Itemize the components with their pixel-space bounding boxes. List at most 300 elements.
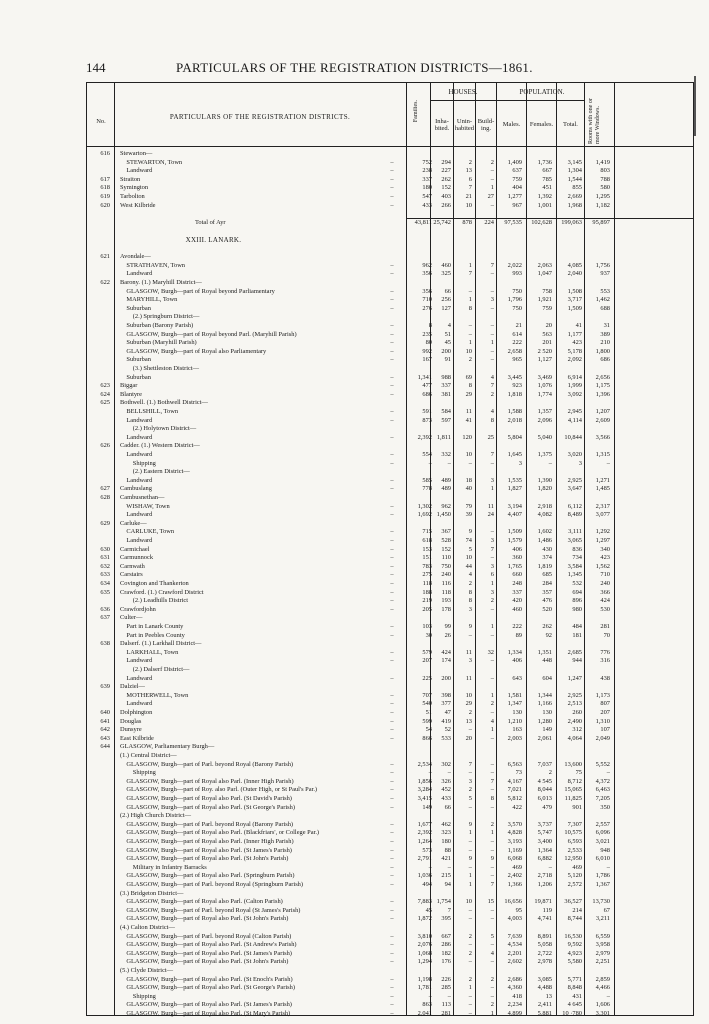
cell-unin: 10 (465, 347, 472, 355)
cell-inh: 326 (441, 777, 451, 785)
district-name: Landward (120, 476, 153, 484)
cell-fam: 1,692 (417, 511, 432, 519)
cell-unin: – (468, 838, 472, 845)
cell-f: – (548, 459, 552, 467)
cell-m: 3,193 (507, 838, 522, 845)
cell-fam: 1,677 (417, 820, 432, 828)
cell-unin: – (468, 1010, 472, 1017)
table-row (86, 434, 694, 442)
district-name: (3.) Shettleston District— (120, 365, 199, 372)
district-name: Crawfordjohn (120, 605, 156, 613)
row-dash: – (390, 571, 394, 579)
cell-m: 1,818 (507, 390, 522, 398)
cell-unin: – (468, 726, 472, 734)
cell-w: 6,559 (595, 932, 610, 940)
cell-inh: 193 (441, 597, 451, 605)
row-dash: – (390, 416, 394, 424)
cell-m: 2,022 (507, 261, 522, 269)
row-dash: – (390, 476, 394, 484)
district-name: Total of Ayr (120, 218, 226, 226)
cell-m: 643 (512, 674, 522, 682)
cell-unin: 9 (468, 855, 472, 863)
row-dash: – (390, 700, 394, 708)
cell-w: 7,205 (595, 795, 610, 802)
cell-w: 2,979 (595, 949, 610, 957)
cell-w: 240 (600, 580, 610, 587)
cell-t: 10,844 (564, 433, 582, 441)
row-dash: – (390, 1001, 394, 1009)
cell-fam: 573 (422, 846, 432, 854)
cell-unin: 29 (465, 700, 472, 708)
row-dash: – (390, 829, 394, 837)
cell-f: 785 (542, 175, 552, 183)
cell-w: 4,466 (595, 984, 610, 992)
row-dash: – (390, 760, 394, 768)
cell-m: 222 (512, 339, 522, 347)
cell-unin: – (468, 906, 472, 914)
row-dash: – (390, 906, 394, 914)
cell-unin: 2 (468, 356, 472, 364)
district-name: Carmichael (120, 545, 150, 553)
cell-inh: 489 (441, 485, 451, 493)
cell-w: 3,021 (595, 838, 610, 845)
table-row (86, 675, 694, 683)
cell-fam: 45 (425, 906, 432, 914)
cell-w: 1,367 (595, 881, 610, 888)
cell-bld: 1 (490, 623, 494, 630)
cell-f: 758 (542, 287, 552, 295)
cell-t: 13,600 (564, 760, 582, 768)
row-dash: – (390, 898, 394, 906)
cell-fam: 686 (422, 390, 432, 398)
cell-fam: 707 (422, 691, 432, 699)
district-name: (3.) Bridgeton District— (120, 889, 184, 897)
cell-unin: – (468, 330, 472, 338)
cell-f: 1,351 (537, 648, 552, 656)
cell-m: 2,402 (507, 872, 522, 880)
cell-bld: – (490, 760, 494, 768)
cell-inh: 286 (441, 941, 451, 949)
cell-w: 1,786 (595, 872, 610, 880)
cell-unin: 1 (468, 261, 472, 269)
row-dash: – (390, 296, 394, 304)
table-row (86, 296, 694, 304)
district-name: GLASGOW, Burgh—part of Royal also Parl. (Blackfriars', or College Par.) (120, 829, 320, 837)
cell-f: 451 (542, 184, 552, 192)
table-row (86, 193, 694, 201)
table-row (86, 417, 694, 425)
row-dash: – (390, 984, 394, 992)
district-name: Landward (120, 511, 153, 519)
cell-m: 923 (512, 382, 522, 390)
cell-m: 337 (512, 588, 522, 596)
cell-m: 3,194 (507, 502, 522, 510)
cell-m: 222 (512, 623, 522, 630)
cell-w: 389 (600, 330, 610, 338)
cell-w: – (606, 769, 610, 777)
row-dash: – (390, 881, 394, 888)
row-number: 633 (100, 571, 110, 579)
cell-unin: 69 (465, 373, 472, 381)
district-name: (2.) Leadhills District (120, 597, 188, 605)
cell-w: 948 (600, 846, 610, 854)
cell-bld: 5 (490, 932, 494, 940)
table-row (86, 365, 694, 373)
header-no: No. (96, 118, 106, 125)
row-number: 634 (100, 580, 110, 587)
cell-fam: 205 (422, 605, 432, 613)
row-number: 631 (100, 554, 110, 562)
district-name: West Kilbride (120, 201, 156, 209)
district-name: CARLUKE, Town (120, 528, 175, 536)
cell-m: 2,602 (507, 958, 522, 966)
row-number: 635 (100, 588, 110, 596)
row-dash: – (390, 485, 394, 493)
cell-inh: 110 (441, 554, 451, 562)
district-name: Carnwath (120, 562, 145, 570)
header-rule (496, 100, 584, 101)
cell-bld: – (490, 992, 494, 1000)
cell-fam: 591 (422, 408, 432, 415)
cell-f: 448 (542, 657, 552, 665)
table-row (86, 176, 694, 184)
cell-fam: 2,392 (417, 433, 432, 441)
cell-w: 3,301 (595, 1010, 610, 1017)
table-row (86, 382, 694, 390)
cell-bld: 7 (490, 777, 494, 785)
cell-t: 484 (572, 623, 582, 630)
cell-inh: 240 (441, 571, 451, 579)
cell-inh: 7 (447, 906, 451, 914)
district-name: Carmunnock (120, 554, 154, 562)
cell-unin: 9 (468, 528, 472, 536)
cell-m: 1,827 (507, 485, 522, 493)
cell-m: 4,534 (507, 941, 522, 949)
cell-f: 92 (545, 631, 552, 639)
row-dash: – (390, 347, 394, 355)
cell-inh: 127 (441, 304, 451, 312)
cell-bld: – (490, 347, 494, 355)
cell-m: 660 (512, 571, 522, 579)
cell-f: 1,390 (537, 476, 552, 484)
table-row (86, 356, 694, 364)
cell-bld: – (490, 863, 494, 871)
cell-t: 4 645 (567, 1001, 582, 1009)
cell-w: 1,175 (595, 382, 610, 390)
row-dash: – (390, 691, 394, 699)
cell-inh: 1,754 (436, 898, 451, 906)
district-name: GLASGOW, Burgh—part of Royal also Parl. (Calton Parish) (120, 898, 283, 906)
cell-w: 424 (600, 597, 610, 605)
cell-inh: 256 (441, 296, 451, 304)
district-name: Suburban (120, 304, 151, 312)
cell-w: 13,730 (592, 898, 610, 906)
row-dash: – (390, 726, 394, 734)
cell-t: 312 (572, 726, 582, 734)
cell-f: 1,364 (537, 846, 552, 854)
cell-m: 2,234 (507, 1001, 522, 1009)
cell-bld: 4 (490, 949, 494, 957)
cell-unin: 2 (468, 975, 472, 983)
cell-m: 4,360 (507, 984, 522, 992)
cell-bld: – (490, 674, 494, 682)
table-row (86, 485, 694, 493)
table-row (86, 847, 694, 855)
cell-m: 993 (512, 270, 522, 278)
cell-t: 6,112 (567, 502, 582, 510)
cell-fam: 54 (425, 726, 432, 734)
table-row (86, 881, 694, 889)
cell-bld: 2 (490, 975, 494, 983)
cell-f: 149 (542, 726, 552, 734)
cell-t: 1,345 (567, 571, 582, 579)
cell-t: 41 (575, 322, 582, 329)
row-dash: – (390, 390, 394, 398)
cell-m: 418 (512, 992, 522, 1000)
cell-bld: 2 (490, 158, 494, 166)
cell-unin: 74 (465, 537, 472, 544)
district-name: Carluke— (120, 519, 147, 527)
cell-t: 694 (572, 588, 582, 596)
table-row (86, 950, 694, 958)
row-number: 616 (100, 150, 110, 157)
cell-bld: – (490, 459, 494, 467)
row-dash: – (390, 734, 394, 742)
row-dash: – (390, 786, 394, 794)
cell-fam: 599 (422, 717, 432, 725)
cell-fam: 433 (422, 201, 432, 209)
cell-f: 13 (545, 992, 552, 1000)
cell-unin: 2 (468, 158, 472, 166)
cell-t: 199,063 (561, 218, 582, 226)
cell-inh: 323 (441, 829, 451, 837)
cell-t: 431 (572, 992, 582, 1000)
district-name: LARKHALL, Town (120, 648, 179, 656)
district-name: GLASGOW, Burgh—part of Roy. also Parl. (Outer High, or St Paul's Par.) (120, 786, 318, 794)
cell-f: 1,819 (537, 562, 552, 570)
cell-m: 404 (512, 184, 522, 192)
district-name: Dalziel— (120, 683, 145, 691)
cell-unin: 10 (465, 898, 472, 906)
table-row (86, 339, 694, 347)
cell-inh: 403 (441, 193, 451, 200)
cell-f: 1,602 (537, 528, 552, 536)
row-dash: – (390, 158, 394, 166)
cell-bld: 25 (487, 433, 494, 441)
cell-t: 1,177 (567, 330, 582, 338)
cell-f: 1,392 (537, 193, 552, 200)
district-name: (2.) High Church District— (120, 812, 191, 820)
row-number: 642 (100, 726, 110, 734)
district-name: GLASGOW, Burgh—part of Royal also Parl. (Springburn Parish) (120, 872, 295, 880)
cell-bld: 7 (490, 451, 494, 458)
cell-bld: – (490, 786, 494, 794)
row-dash: – (390, 631, 394, 639)
row-number: 623 (100, 382, 110, 390)
cell-f: 1,166 (537, 700, 552, 708)
cell-unin: – (468, 958, 472, 966)
cell-fam: 188 (422, 588, 432, 596)
cell-bld: – (490, 906, 494, 914)
cell-unin: 8 (468, 597, 472, 605)
row-dash: – (390, 322, 394, 329)
cell-unin: 7 (468, 270, 472, 278)
table-row (86, 778, 694, 786)
cell-f: 6,013 (537, 795, 552, 802)
cell-f: – (548, 863, 552, 871)
cell-bld: 3 (490, 562, 494, 570)
cell-t: 5,178 (567, 347, 582, 355)
cell-bld: – (490, 201, 494, 209)
district-name: Symington (120, 184, 149, 192)
row-dash: – (390, 201, 394, 209)
cell-m: 1,645 (507, 451, 522, 458)
district-name: MOTHERWELL, Town (120, 691, 189, 699)
cell-inh: 584 (441, 408, 451, 415)
cell-f: 1,206 (537, 881, 552, 888)
row-dash: – (390, 459, 394, 467)
cell-f: 3,085 (537, 975, 552, 983)
cell-unin: – (468, 287, 472, 295)
district-name: GLASGOW, Burgh—part of Parl. beyond Royal (Barony Parish) (120, 820, 294, 828)
table-row (86, 219, 694, 227)
cell-unin: – (468, 992, 472, 1000)
cell-w: 1,462 (595, 296, 610, 304)
table-row (86, 838, 694, 846)
cell-bld: 7 (490, 881, 494, 888)
cell-m: 360 (512, 554, 522, 562)
cell-inh: 395 (441, 915, 451, 923)
row-dash: – (390, 605, 394, 613)
header-males: Males. (502, 121, 521, 128)
cell-m: 2,686 (507, 975, 522, 983)
cell-bld: – (490, 554, 494, 562)
row-number: 621 (100, 253, 110, 261)
table-row (86, 253, 694, 261)
row-dash: – (390, 820, 394, 828)
district-name: Suburban (120, 356, 151, 364)
district-name: Cambusnethan— (120, 494, 165, 501)
cell-m: 21 (515, 322, 522, 329)
district-name: MARYHILL, Town (120, 296, 178, 304)
cell-m: 422 (512, 803, 522, 811)
cell-inh: 91 (444, 356, 451, 364)
cell-fam: – (428, 769, 432, 777)
cell-inh: 26 (444, 631, 451, 639)
table-row (86, 933, 694, 941)
cell-fam: – (428, 459, 432, 467)
cell-inh: 4 (447, 322, 451, 329)
table-row (86, 227, 694, 235)
cell-m: 965 (512, 356, 522, 364)
cell-f: 2,722 (537, 949, 552, 957)
cell-unin: 10 (465, 201, 472, 209)
district-name: Straiton (120, 175, 141, 183)
header-total: Total. (563, 121, 578, 128)
cell-inh: 182 (441, 949, 451, 957)
cell-t: 2,925 (567, 691, 582, 699)
cell-m: 248 (512, 580, 522, 587)
table-row (86, 649, 694, 657)
cell-m: 73 (515, 769, 522, 777)
cell-bld: 2 (490, 597, 494, 605)
cell-m: 4,407 (507, 511, 522, 519)
cell-fam: 3,810 (417, 932, 432, 940)
cell-unin: 18 (465, 476, 472, 484)
cell-fam: 235 (422, 330, 432, 338)
cell-unin: 1 (468, 881, 472, 888)
row-dash: – (390, 941, 394, 949)
cell-w: 788 (600, 175, 610, 183)
cell-bld: 2 (490, 1001, 494, 1009)
district-name: GLASGOW, Burgh—part of Parl. beyond Royal (Springburn Parish) (120, 881, 304, 888)
cell-w: 530 (600, 605, 610, 613)
cell-unin: 1 (468, 984, 472, 992)
cell-unin: 2 (468, 709, 472, 716)
cell-m: 1,535 (507, 476, 522, 484)
cell-w: 1,207 (595, 408, 610, 415)
cell-inh: 116 (441, 580, 451, 587)
cell-bld: – (490, 322, 494, 329)
cell-f: 20 (545, 322, 552, 329)
cell-m: 460 (512, 605, 522, 613)
cell-w: – (606, 992, 610, 1000)
row-dash: – (390, 184, 394, 192)
cell-unin: – (468, 941, 472, 949)
section-heading: XXIII. LANARK. (120, 236, 242, 244)
cell-f: 1,001 (537, 201, 552, 209)
cell-w: 31 (603, 322, 610, 329)
cell-unin: 1 (468, 829, 472, 837)
cell-unin: – (468, 631, 472, 639)
cell-bld: – (490, 872, 494, 880)
row-dash: – (390, 580, 394, 587)
table-row (86, 632, 694, 640)
cell-m: 16,656 (504, 898, 522, 906)
cell-unin: 10 (465, 691, 472, 699)
district-name: (2.) Eastern District— (120, 468, 190, 476)
cell-f: 5,058 (537, 941, 552, 949)
cell-bld: – (490, 803, 494, 811)
cell-w: 2,557 (595, 820, 610, 828)
cell-unin: 120 (462, 433, 472, 441)
cell-bld: – (490, 657, 494, 665)
cell-inh: 52 (444, 726, 451, 734)
cell-t: 2,513 (567, 700, 582, 708)
district-name: Cadder. (1.) Western District— (120, 442, 200, 450)
table-row (86, 425, 694, 433)
cell-unin: 2 (468, 786, 472, 794)
cell-m: 2,018 (507, 416, 522, 424)
district-name: GLASGOW, Burgh—part of Parl. beyond Royal (Calton Parish) (120, 932, 292, 940)
cell-m: 420 (512, 597, 522, 605)
cell-bld: – (490, 838, 494, 845)
cell-inh: 266 (441, 201, 451, 209)
cell-w: 2,656 (595, 373, 610, 381)
district-name: GLASGOW, Burgh—part of Royal also Parl. (St Mary's Parish) (120, 1010, 291, 1017)
district-name: Culter— (120, 614, 143, 622)
cell-fam: 866 (422, 734, 432, 742)
cell-w: 2,609 (595, 416, 610, 424)
cell-f: 2 520 (537, 347, 552, 355)
cell-w: 316 (600, 657, 610, 665)
cell-m: 89 (515, 631, 522, 639)
cell-w: 5,552 (595, 760, 610, 768)
cell-inh: 262 (441, 175, 451, 183)
table-row (86, 322, 694, 330)
cell-t: 1,999 (567, 382, 582, 390)
cell-bld: – (490, 709, 494, 716)
